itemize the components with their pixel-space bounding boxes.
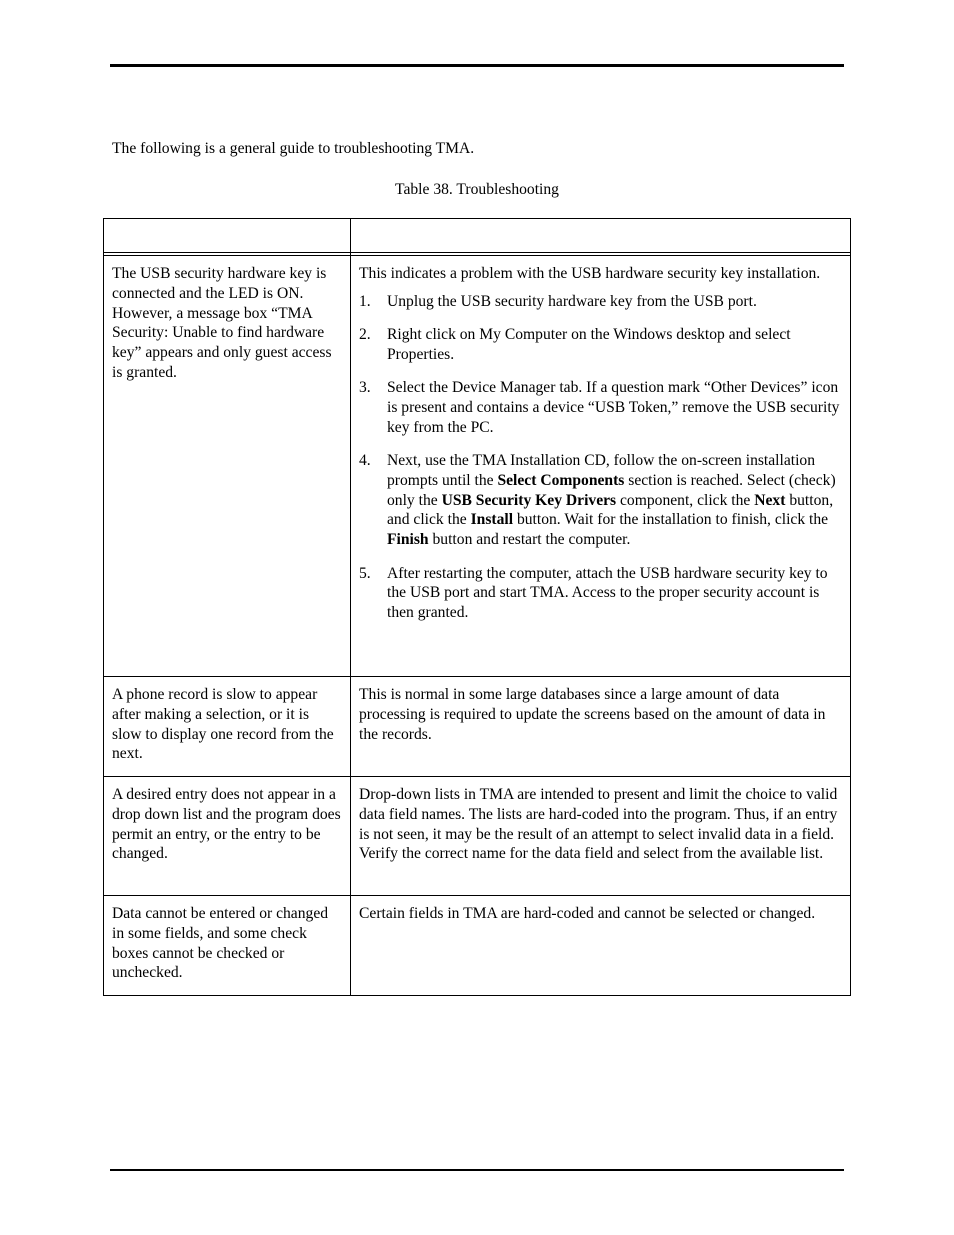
header-cell-problem — [104, 219, 351, 253]
step-number: 2. — [359, 326, 371, 344]
solution-step — [359, 378, 842, 437]
step-number: 1. — [359, 292, 371, 310]
table-row — [104, 677, 851, 777]
solution-step — [359, 325, 842, 365]
troubleshooting-table — [103, 218, 851, 996]
step-text: After restarting the computer, attach the USB hardware security key to the USB port and start TMA. Access to the proper security account is then granted. — [387, 564, 828, 622]
step-emphasis: USB Security Key Drivers — [441, 491, 617, 509]
footer-rule — [110, 1169, 844, 1171]
problem-cell: The USB security hardware key is connected and the LED is ON. However, a message box “TMA Security: Unable to find hardware key” appears and only guest access is granted. — [104, 256, 351, 677]
step-text: Right click on My Computer on the Windows desktop and select Properties. — [387, 326, 791, 363]
step-text: button. Wait for the installation to finish, click the — [513, 511, 829, 529]
step-text: section is reached. Select (check) only the — [387, 471, 836, 509]
solution-step — [359, 451, 842, 550]
table-row — [104, 777, 851, 896]
table-row — [104, 896, 851, 996]
step-text: button and restart the computer. — [428, 531, 631, 549]
step-emphasis: Finish — [387, 531, 429, 549]
step-number: 3. — [359, 379, 371, 397]
step-emphasis: Select Components — [497, 471, 625, 489]
solution-cell: This is normal in some large databases since a large amount of data processing is required to update the screens based on the amount of data in the records. — [351, 677, 851, 777]
solution-step — [359, 292, 842, 312]
step-text: Select the Device Manager tab. If a question mark “Other Devices” icon is present and contains a device “USB Token,” remove the USB security key from the PC. — [387, 379, 840, 436]
step-emphasis: Install — [470, 511, 514, 529]
header-cell-solution — [351, 219, 851, 253]
intro-paragraph: The following is a general guide to troubleshooting TMA. — [112, 140, 475, 157]
table-row — [104, 256, 851, 677]
solution-cell: Certain fields in TMA are hard-coded and cannot be selected or changed. — [351, 896, 851, 996]
step-number: 4. — [359, 452, 371, 470]
solution-intro: This indicates a problem with the USB hardware security key installation. — [359, 265, 821, 282]
solution-cell — [351, 256, 851, 677]
step-text: button, and click the — [387, 491, 834, 529]
table-caption: Table 38. Troubleshooting — [395, 181, 559, 198]
step-text: Unplug the USB security hardware key from the USB port. — [387, 292, 757, 310]
solution-steps — [359, 292, 842, 623]
table-header-row — [104, 219, 851, 253]
solution-step — [359, 564, 842, 623]
step-emphasis: Next — [754, 491, 786, 509]
solution-cell: Drop-down lists in TMA are intended to present and limit the choice to valid data field names. The lists are hard-coded into the program. Thus, if an entry is not seen, it may be the result of an attempt to select invalid data in a field. Verify the correct name for the data field and select from the available list. — [351, 777, 851, 896]
problem-cell: Data cannot be entered or changed in some fields, and some check boxes cannot be checked or unchecked. — [104, 896, 351, 996]
header-rule — [110, 64, 844, 67]
problem-cell: A phone record is slow to appear after making a selection, or it is slow to display one record from the next. — [104, 677, 351, 777]
problem-cell: A desired entry does not appear in a drop down list and the program does permit an entry, or the entry to be changed. — [104, 777, 351, 896]
step-text: component, click the — [616, 491, 755, 509]
step-number: 5. — [359, 564, 371, 582]
step-text: Next, use the TMA Installation CD, follow the on-screen installation prompts until the — [387, 452, 816, 489]
